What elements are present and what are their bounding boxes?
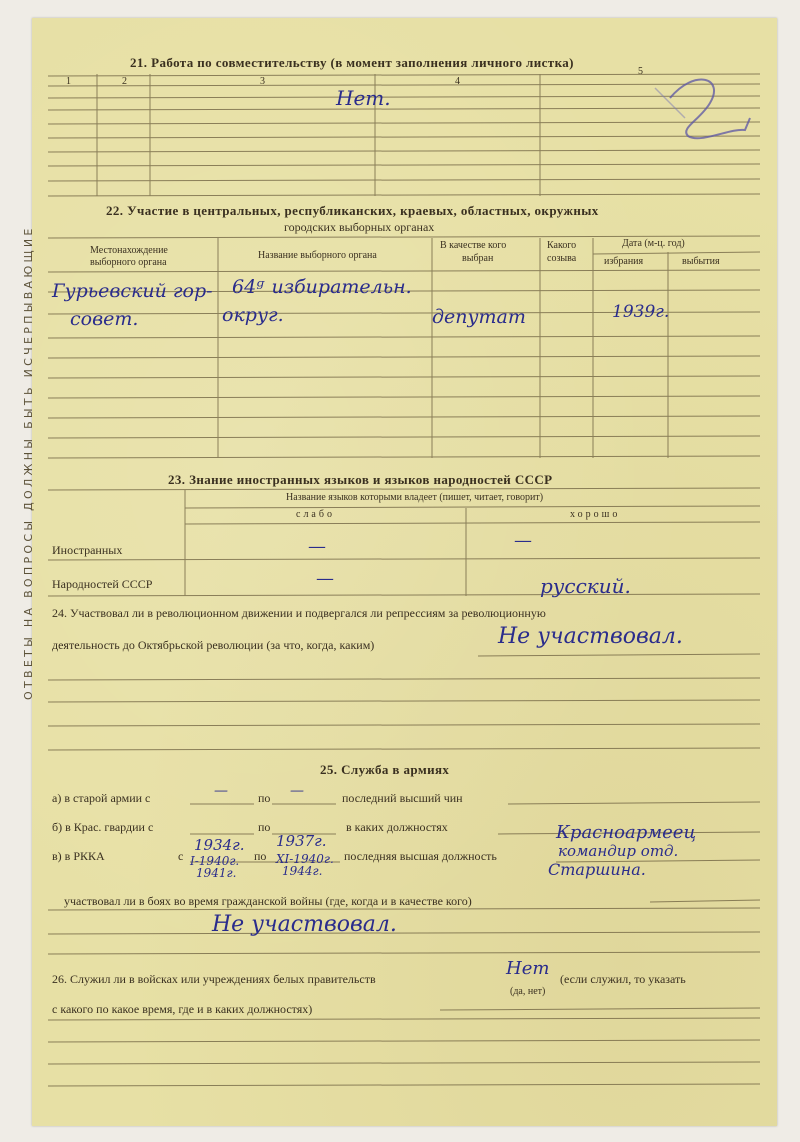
rkka-from-1: 1934г. bbox=[194, 836, 245, 854]
s21-answer: Нет. bbox=[336, 86, 391, 110]
section-22-title-line2: городских выборных органах bbox=[284, 220, 435, 234]
section-22-title-line1: 22. Участие в центральных, республиканских, краевых, областных, окружных bbox=[106, 203, 599, 218]
header-place-1: Местонахождение bbox=[90, 245, 168, 256]
section-21-title: 21. Работа по совместительству (в момент заполнения личного листка) bbox=[130, 55, 574, 70]
red-guard-positions-label: в каких должностях bbox=[346, 820, 448, 834]
red-guard-label: б) в Крас. гвардии с bbox=[52, 820, 154, 834]
section-25-title: 25. Служба в армиях bbox=[320, 762, 450, 777]
good-header: хорошо bbox=[570, 509, 621, 520]
section-26-line2: с какого по какое время, где и в каких должностях) bbox=[52, 1002, 313, 1016]
s26-answer: Нет bbox=[506, 958, 550, 979]
ussr-good-value: русский. bbox=[540, 574, 631, 598]
rkka-to-2: XI-1940г. bbox=[276, 852, 334, 866]
col-3-label: 3 bbox=[260, 76, 265, 87]
weak-header: слабо bbox=[296, 509, 335, 520]
old-army-po: по bbox=[258, 791, 271, 805]
rkka-po: по bbox=[254, 849, 267, 863]
ussr-row-label: Народностей СССР bbox=[52, 577, 153, 591]
elected-year: 1939г. bbox=[612, 302, 670, 322]
section-24-line2: деятельность до Октябрьской революции (за что, когда, каким) bbox=[52, 638, 375, 652]
col-5-label: 5 bbox=[638, 66, 643, 77]
old-army-from: — bbox=[214, 783, 228, 799]
rkka-position-3: Старшина. bbox=[548, 860, 646, 879]
section-24-line1: 24. Участвовал ли в революционном движении и подвергался ли репрессиям за революционную bbox=[52, 606, 546, 620]
rkka-position-1: Красноармеец bbox=[556, 822, 697, 843]
rkka-to-3: 1944г. bbox=[282, 864, 323, 878]
red-guard-po: по bbox=[258, 820, 271, 834]
rkka-label: в) в РККА bbox=[52, 849, 105, 863]
rkka-last-position-label: последняя высшая должность bbox=[344, 849, 497, 863]
rkka-from-3: 1941г. bbox=[196, 866, 237, 880]
foreign-good-value: — bbox=[514, 530, 532, 551]
header-as-whom-1: В качестве кого bbox=[440, 240, 507, 251]
side-caption: ОТВЕТЫ НА ВОПРОСЫ ДОЛЖНЫ БЫТЬ ИСЧЕРПЫВАЮЩИЕ bbox=[22, 225, 35, 700]
section-26-line1-tail: (если служил, то указать bbox=[560, 972, 686, 986]
yes-no-hint: (да, нет) bbox=[510, 986, 546, 997]
col-1-label: 1 bbox=[66, 76, 71, 87]
languages-subtitle: Название языков которыми владеет (пишет, читает, говорит) bbox=[286, 492, 544, 503]
place-line-2: совет. bbox=[70, 308, 139, 330]
s24-answer: Не участвовал. bbox=[498, 624, 683, 649]
old-army-to: — bbox=[290, 783, 304, 799]
col-2-label: 2 bbox=[122, 76, 127, 87]
civil-war-answer: Не участвовал. bbox=[212, 912, 397, 937]
section-26-line1: 26. Служил ли в войсках или учреждениях белых правительств bbox=[52, 972, 376, 986]
place-line-1: Гурьевский гор- bbox=[52, 280, 213, 302]
organ-line-1: 64ᶢ избирательн. bbox=[232, 276, 412, 298]
section-23-title: 23. Знание иностранных языков и языков народностей СССР bbox=[168, 472, 553, 487]
col-4-label: 4 bbox=[455, 76, 460, 87]
header-date: Дата (м-ц. год) bbox=[622, 238, 685, 249]
ussr-weak-value: — bbox=[316, 568, 334, 589]
header-as-whom-2: выбран bbox=[462, 253, 494, 264]
rkka-position-2: командир отд. bbox=[558, 842, 679, 860]
header-organ-name: Название выборного органа bbox=[258, 250, 377, 261]
rkka-s: с bbox=[178, 849, 184, 863]
old-army-label: а) в старой армии с bbox=[52, 791, 151, 805]
elected-as: депутат bbox=[432, 306, 526, 328]
header-left: выбытия bbox=[682, 256, 720, 267]
civil-war-question: участвовал ли в боях во время гражданской войны (где, когда и в качестве кого) bbox=[64, 894, 472, 908]
header-place-2: выборного органа bbox=[90, 257, 167, 268]
foreign-weak-value: — bbox=[308, 536, 326, 557]
rkka-to-1: 1937г. bbox=[276, 832, 327, 850]
signature-scribble bbox=[650, 58, 760, 168]
header-convocation-1: Какого bbox=[547, 240, 577, 251]
rkka-from-2: I-1940г. bbox=[190, 854, 240, 868]
organ-line-2: округ. bbox=[222, 304, 284, 326]
header-convocation-2: созыва bbox=[547, 253, 577, 264]
old-army-rank-label: последний высший чин bbox=[342, 791, 463, 805]
header-elected: избрания bbox=[604, 256, 644, 267]
foreign-row-label: Иностранных bbox=[52, 543, 123, 557]
